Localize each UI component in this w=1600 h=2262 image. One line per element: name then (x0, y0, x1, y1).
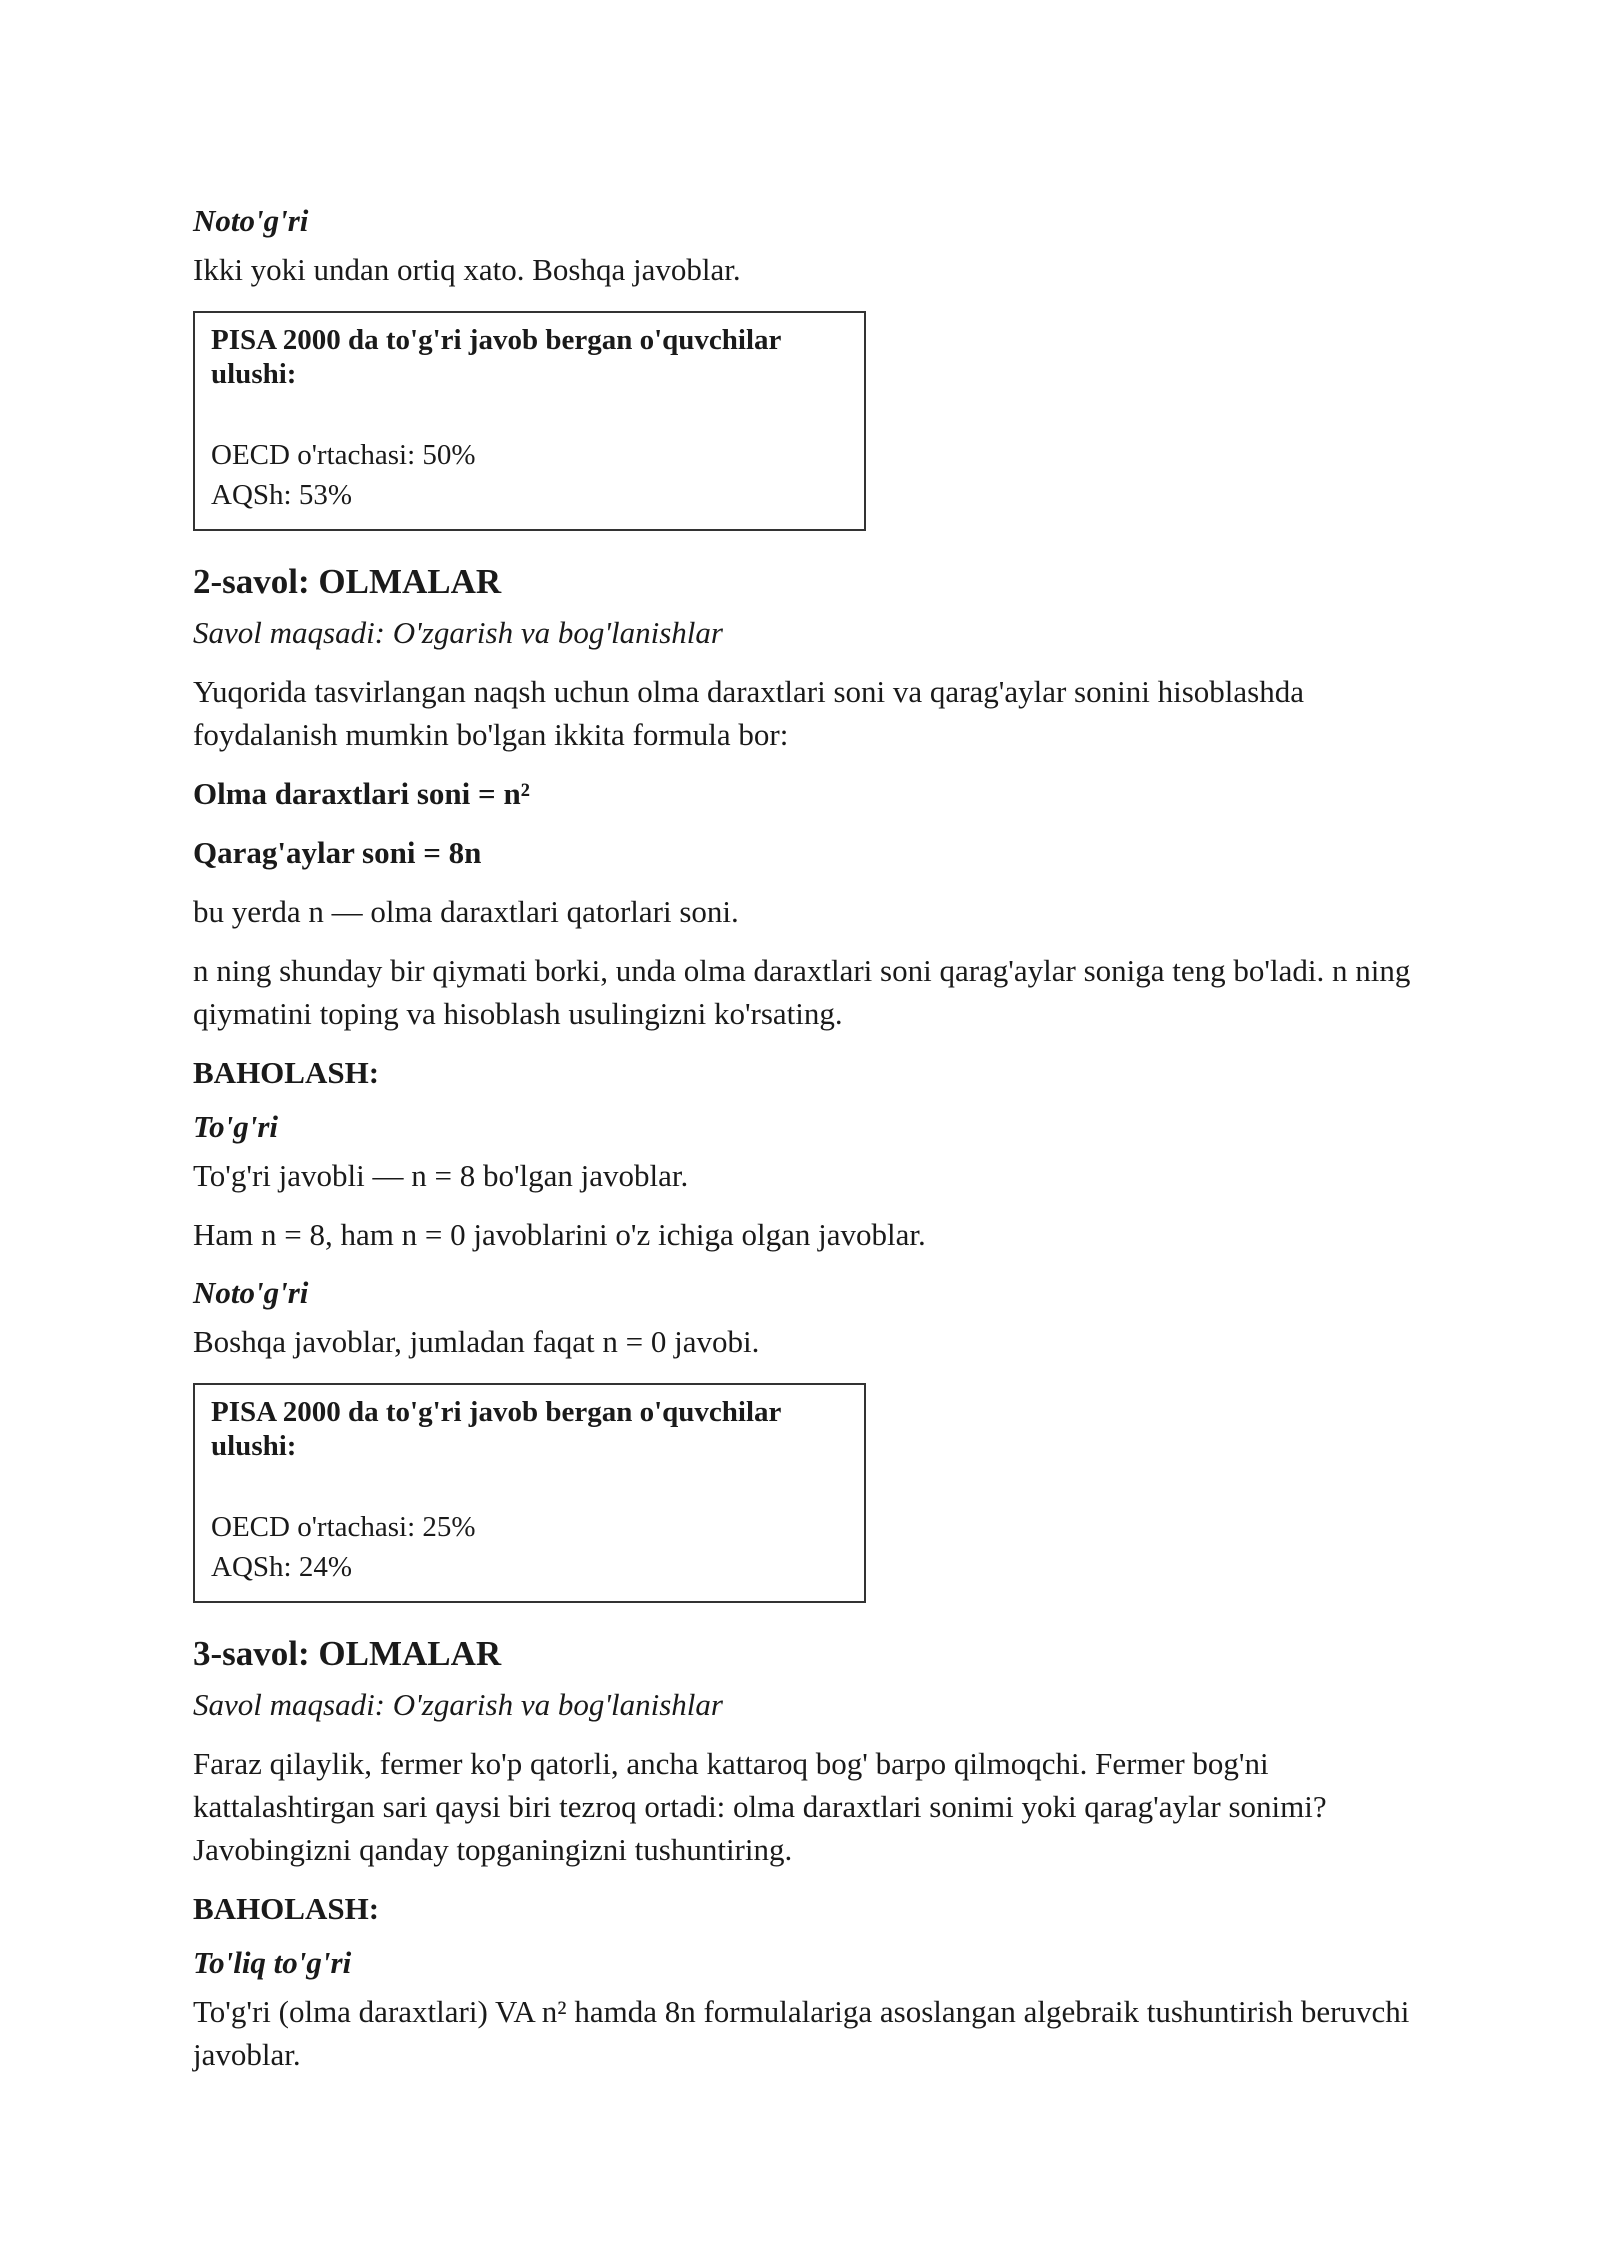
oecd-average: OECD o'rtachasi: 25% (211, 1511, 476, 1543)
usa-result: AQSh: 24% (211, 1551, 352, 1583)
correct-text-2: Ham n = 8, ham n = 0 javoblarini o'z ichiga olgan javoblar. (193, 1217, 926, 1252)
question-2-scoring: BAHOLASH: (193, 1055, 380, 1090)
question-2-where: bu yerda n — olma daraxtlari qatorlari soni. (193, 894, 739, 929)
pisa-box-title: PISA 2000 da to'g'ri javob bergan o'quvchilar ulushi: (211, 324, 781, 390)
question-2-task: n ning shunday bir qiymati borki, unda olma daraxtlari soni qarag'aylar soniga teng bo'ladi. n ning qiymatini toping va hisoblash usulingizni ko'rsating. (193, 953, 1411, 1031)
question-3-aim: Savol maqsadi: O'zgarish va bog'lanishlar (193, 1687, 723, 1722)
incorrect-title: Noto'g'ri (193, 1275, 309, 1310)
correct-text-1: To'g'ri javobli — n = 8 bo'lgan javoblar. (193, 1158, 689, 1193)
question-2-heading: 2-savol: OLMALAR (193, 562, 502, 601)
question-3-scoring: BAHOLASH: (193, 1891, 380, 1926)
question-3-heading: 3-savol: OLMALAR (193, 1634, 502, 1673)
incorrect-text: Boshqa javoblar, jumladan faqat n = 0 javobi. (193, 1324, 760, 1359)
formula-apple-trees: Olma daraxtlari soni = n² (193, 776, 530, 811)
full-correct-text: To'g'ri (olma daraxtlari) VA n² hamda 8n formulalariga asoslangan algebraik tushuntirish beruvchi javoblar. (193, 1994, 1410, 2072)
incorrect-text: Ikki yoki undan ortiq xato. Boshqa javoblar. (193, 252, 741, 287)
pisa-box-title: PISA 2000 da to'g'ri javob bergan o'quvchilar ulushi: (211, 1396, 781, 1462)
oecd-average: OECD o'rtachasi: 50% (211, 439, 476, 471)
question-2-intro: Yuqorida tasvirlangan naqsh uchun olma daraxtlari soni va qarag'aylar sonini hisoblashda foydalanish mumkin bo'lgan ikkita formula bor: (193, 674, 1304, 752)
incorrect-title: Noto'g'ri (193, 203, 309, 238)
box-spacer (211, 1463, 848, 1507)
pisa-result-box (193, 1383, 866, 1603)
usa-result: AQSh: 53% (211, 479, 352, 511)
formula-conifers: Qarag'aylar soni = 8n (193, 835, 482, 870)
full-correct-title: To'liq to'g'ri (193, 1945, 352, 1980)
question-3-task: Faraz qilaylik, fermer ko'p qatorli, ancha kattaroq bog' barpo qilmoqchi. Fermer bog'ni kattalashtirgan sari qaysi biri tezroq ortadi: olma daraxtlari sonimi yoki qarag'aylar sonimi? Javobingizni qanday topganingizni tushuntiring. (193, 1746, 1327, 1867)
correct-title: To'g'ri (193, 1109, 278, 1144)
box-spacer (211, 391, 848, 435)
pisa-result-box (193, 311, 866, 531)
document-page (193, 200, 1423, 2092)
question-2-aim: Savol maqsadi: O'zgarish va bog'lanishlar (193, 615, 723, 650)
